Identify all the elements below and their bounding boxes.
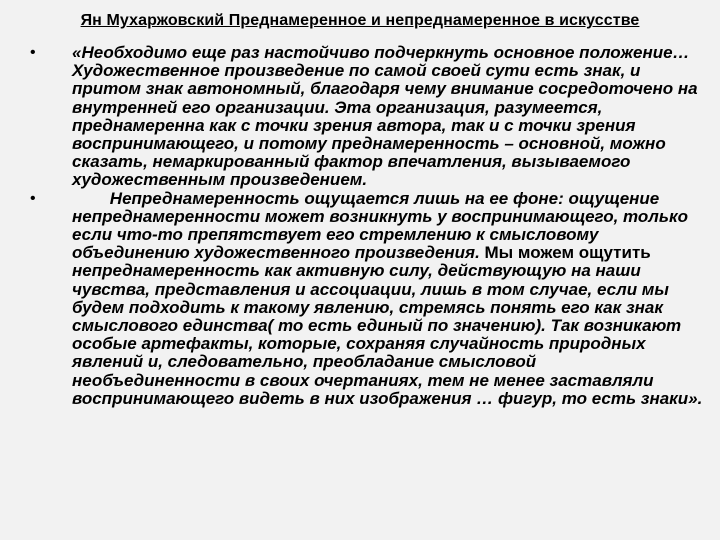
bullet-icon: • (30, 189, 36, 207)
list-item (30, 190, 705, 408)
list-item (30, 44, 705, 190)
paragraph-1: «Необходимо еще раз настойчиво подчеркнуть основное положение…Художественное произведение по самой своей сути есть знак, и притом знак автономный, благодаря чему внимание сосредоточено на внутренней его организации. Эта организация, разумеется, преднамеренна как с точки зрения автора, так и с точки зрения воспринимающего, и потому преднамеренность – основной, можно сказать, немаркированный фактор впечатления, вызываемого художественным произведением. (72, 43, 698, 190)
bullet-list (30, 44, 705, 408)
paragraph-2-part-a: Непреднамеренность ощущается лишь на ее фоне: ощущение непреднамеренности может возникнуть у воспринимающего, только если что-то препятствует его стремлению к смысловому объединению художественного произведения. (72, 188, 688, 263)
slide-title: Ян Мухаржовский Преднамеренное и непреднамеренное в искусстве (80, 12, 640, 29)
paragraph-2-part-b: Мы можем ощутить (479, 243, 651, 263)
paragraph-2 (72, 190, 705, 408)
paragraph-2-part-c: непреднамеренность как активную силу, действующую на наши чувства, представления и ассоциации, лишь в том случае, если мы будем подходить к такому явлению, стремясь понять его как знак смыслового единства( то есть единый по значению). Так возникают особые артефакты, которые, сохраняя случайность природных явлений и, следовательно, преобладание смысловой необъединенности в своих очертаниях, тем не менее заставляли воспринимающего видеть в них изображения … фигур, то есть знаки». (72, 261, 703, 408)
bullet-icon: • (30, 44, 36, 61)
paragraph-2-indent (72, 189, 110, 208)
